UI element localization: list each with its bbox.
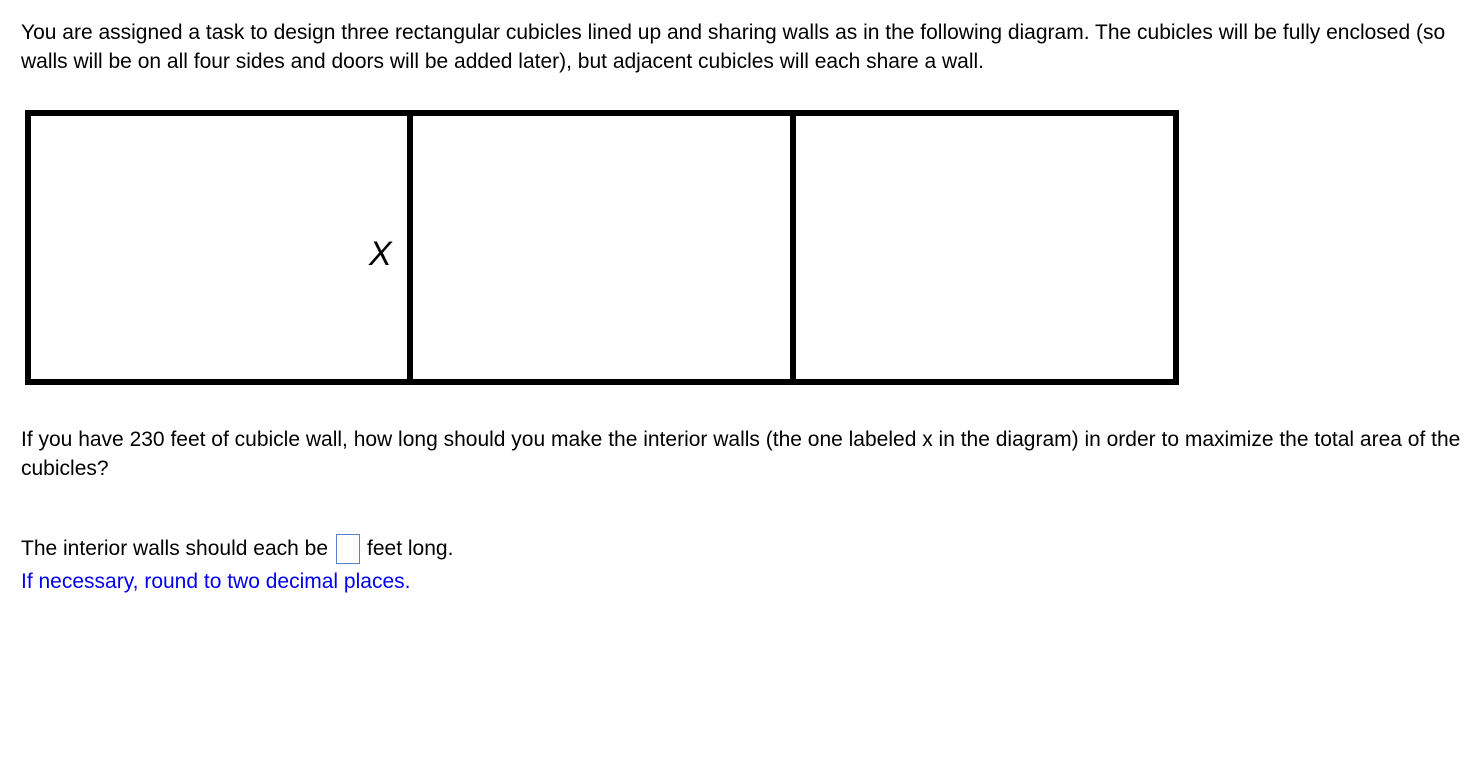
cubicle-outer-wall bbox=[28, 113, 1176, 382]
rounding-hint: If necessary, round to two decimal places. bbox=[21, 570, 411, 593]
answer-sentence bbox=[21, 531, 453, 567]
interior-wall-x-label: X bbox=[369, 235, 392, 273]
problem-intro: You are assigned a task to design three rectangular cubicles lined up and sharing walls as in the following diagram. The cubicles will be fully enclosed (so walls will be on all four sides and doors will be added later), but adjacent cubicles will each share a wall. bbox=[21, 21, 1446, 73]
answer-suffix: feet long. bbox=[367, 537, 454, 560]
answer-prefix: The interior walls should each be bbox=[21, 537, 329, 560]
answer-input[interactable] bbox=[336, 534, 360, 564]
problem-question: If you have 230 feet of cubicle wall, how long should you make the interior walls (the one labeled x in the diagram) in order to maximize the total area of the cubicles? bbox=[21, 428, 1461, 480]
